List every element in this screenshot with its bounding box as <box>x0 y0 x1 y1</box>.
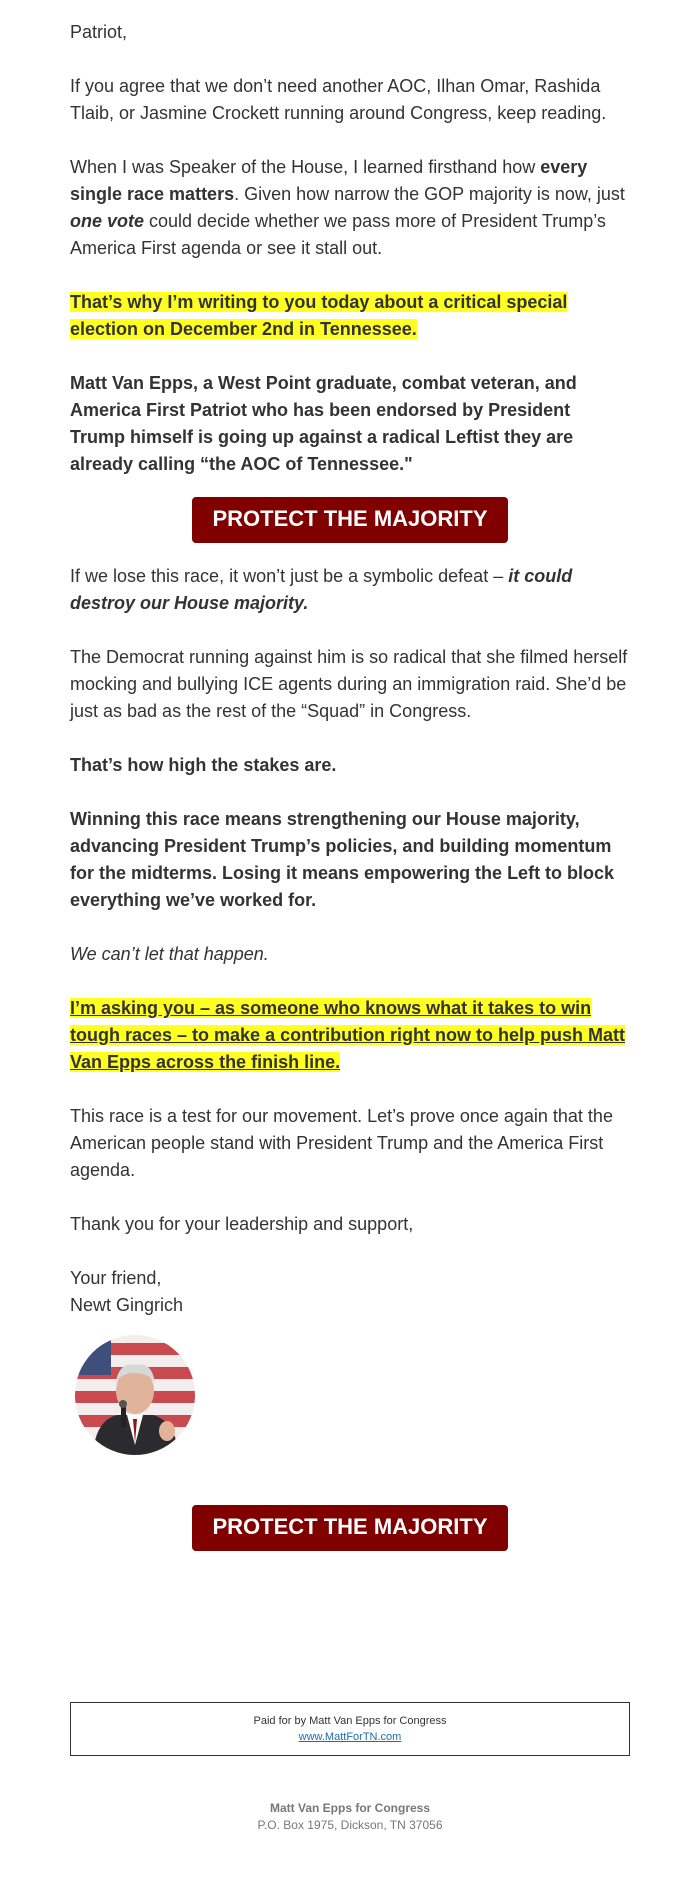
website-link[interactable]: www.MattForTN.com <box>298 1731 402 1743</box>
speaker-text-e: could decide whether we pass more of President Trump’s America First agenda or see it stall out. <box>70 211 606 258</box>
signature-name: Newt Gingrich <box>70 1295 184 1315</box>
one-vote-emphasis: one vote <box>70 211 145 231</box>
paragraph-test: This race is a test for our movement. Let’s prove once again that the American people stand with President Trump and the America First agenda. <box>70 1106 613 1180</box>
paragraph-ask <box>70 995 630 1076</box>
contribution-link[interactable]: I’m asking you – as someone who knows what it takes to win tough races – to make a contribution right now to help push Matt Van Epps across the finish line. <box>70 998 626 1072</box>
paragraph-intro: If you agree that we don’t need another AOC, Ilhan Omar, Rashida Tlaib, or Jasmine Crockett running around Congress, keep reading. <box>70 76 607 123</box>
cta-row-bottom <box>70 1505 630 1551</box>
speaker-text-c: . Given how narrow the GOP majority is now, just <box>234 184 625 204</box>
org-name: Matt Van Epps for Congress <box>269 1801 431 1815</box>
portrait-photo <box>75 1335 195 1455</box>
paid-for-text: Paid for by Matt Van Epps for Congress <box>253 1715 447 1727</box>
highlighted-election-text: That’s why I’m writing to you today about a critical special election on December 2nd in Tennessee. <box>70 292 568 339</box>
postal-address: P.O. Box 1975, Dickson, TN 37056 <box>257 1818 443 1832</box>
paragraph-winning: Winning this race means strengthening our House majority, advancing President Trump’s policies, and building momentum for the midterms. Losing it means empowering the Left to block everything we’ve worked for. <box>70 809 615 910</box>
protect-majority-button-bottom[interactable]: PROTECT THE MAJORITY <box>192 1505 508 1551</box>
paragraph-cant-let: We can’t let that happen. <box>70 944 269 964</box>
footer-address-block <box>0 1800 700 1834</box>
closing: Your friend, <box>70 1268 162 1288</box>
paragraph-democrat: The Democrat running against him is so radical that she filmed herself mocking and bullying ICE agents during an immigration raid. She’d be just as bad as the rest of the “Squad” in Congress. <box>70 647 628 721</box>
greeting: Patriot, <box>70 22 128 42</box>
paragraph-speaker <box>70 154 630 262</box>
cta-row-top <box>70 497 630 543</box>
speaker-text-a: When I was Speaker of the House, I learned firsthand how <box>70 157 541 177</box>
paragraph-candidate: Matt Van Epps, a West Point graduate, combat veteran, and America First Patriot who has been endorsed by President Trump himself is going up against a radical Leftist they are already calling “the AOC of Tennessee." <box>70 373 577 474</box>
paragraph-lose-race <box>70 563 630 617</box>
lose-race-text: If we lose this race, it won’t just be a symbolic defeat – <box>70 566 509 586</box>
paragraph-thanks: Thank you for your leadership and support, <box>70 1214 414 1234</box>
avatar <box>75 1335 195 1455</box>
lose-race-emphasis: it could destroy our House majority. <box>70 566 573 613</box>
paragraph-special-election <box>70 289 630 343</box>
paid-for-box <box>70 1702 630 1756</box>
protect-majority-button[interactable]: PROTECT THE MAJORITY <box>192 497 508 543</box>
speaker-emphasis: every single race matters <box>70 157 588 204</box>
paragraph-stakes: That’s how high the stakes are. <box>70 755 337 775</box>
